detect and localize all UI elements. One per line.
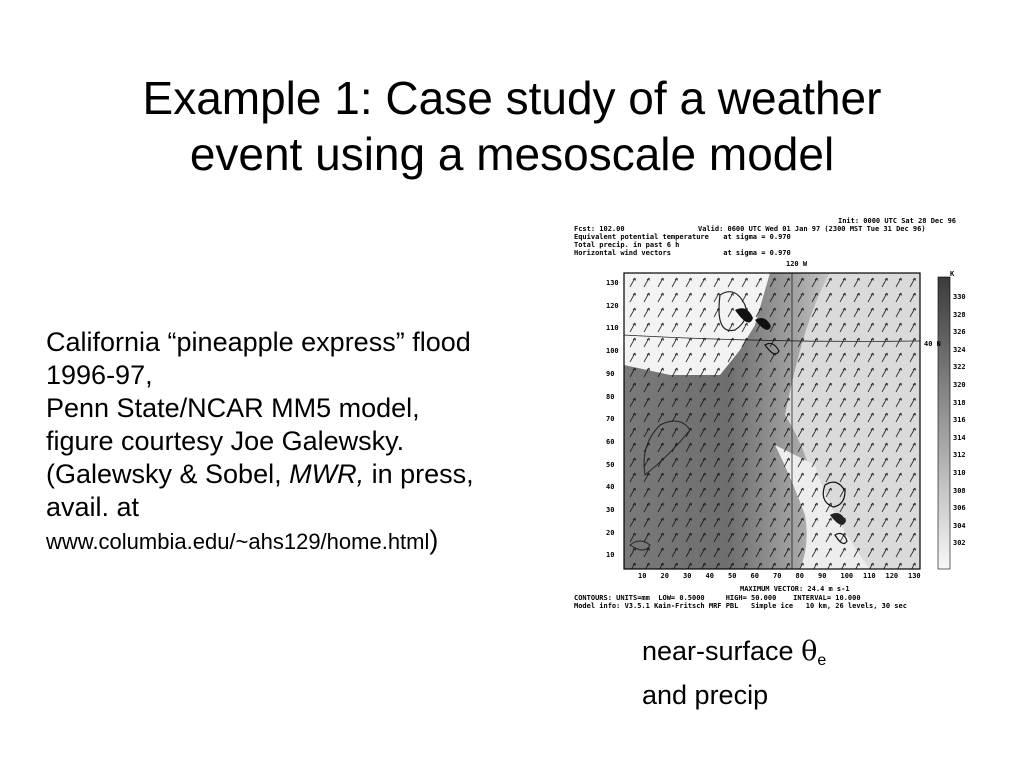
body-line-3: Penn State/NCAR MM5 model,: [46, 393, 420, 423]
tick-label: 80: [606, 392, 615, 401]
figure-header-mid: Valid: 0600 UTC Wed 01 Jan 97 (2300 MST Tue 31 Dec 96) at sigma = 0.970 at sigma = 0.970: [698, 225, 926, 257]
tick-label: 120: [885, 572, 899, 580]
latitude-label: 40 N: [924, 340, 941, 348]
tick-label: 120: [606, 301, 619, 310]
tick-label: 310: [953, 469, 966, 477]
title-line-1: Example 1: Case study of a weather: [142, 72, 882, 124]
tick-label: 100: [840, 572, 854, 580]
tick-label: 30: [683, 572, 692, 580]
colorbar-unit: K: [950, 270, 955, 278]
tick-label: 308: [953, 486, 966, 495]
model-map: [570, 215, 970, 610]
figure-header-right: Init: 0000 UTC Sat 28 Dec 96: [838, 217, 957, 225]
tick-label: 30: [606, 506, 615, 514]
figure-footer-model: Model info: V3.5.1 Kain-Fritsch MRF PBL Simple ice 10 km, 26 levels, 30 sec: [574, 602, 907, 610]
tick-label: 50: [606, 460, 615, 469]
tick-label: 110: [863, 572, 876, 580]
tick-label: 318: [953, 398, 966, 407]
tick-label: 70: [606, 415, 615, 424]
tick-label: 90: [818, 572, 827, 580]
title-line-2: event using a mesoscale model: [189, 128, 835, 180]
tick-label: 50: [728, 572, 737, 580]
tick-label: 90: [606, 369, 615, 378]
tick-label: 100: [606, 347, 619, 356]
body-line-1: California “pineapple express” flood: [46, 327, 471, 357]
figure-footer-vector: MAXIMUM VECTOR: 24.4 m s-1: [740, 585, 850, 593]
tick-label: 20: [660, 572, 669, 580]
closing-paren: ): [429, 525, 439, 555]
body-line-7: [46, 524, 606, 558]
tick-label: 328: [953, 310, 966, 319]
citation-status: in press,: [364, 459, 474, 489]
tick-label: 60: [606, 437, 615, 446]
tick-label: 10: [638, 572, 647, 580]
tick-label: 80: [795, 572, 804, 580]
tick-label: 302: [953, 539, 966, 548]
tick-label: 304: [953, 521, 966, 530]
slide-title: [60, 70, 964, 182]
tick-label: 10: [606, 551, 615, 560]
body-line-4: figure courtesy Joe Galewsky.: [46, 426, 405, 456]
caption-prefix: near-surface: [642, 636, 802, 666]
caption-line-1: [642, 634, 826, 678]
tick-label: 322: [953, 363, 966, 372]
body-line-5: [46, 458, 606, 491]
tick-label: 316: [953, 416, 966, 425]
tick-label: 130: [908, 572, 921, 580]
tick-label: 110: [606, 324, 619, 333]
tick-label: 330: [953, 293, 966, 301]
tick-label: 130: [606, 279, 619, 287]
tick-label: 324: [953, 345, 966, 354]
theta-symbol: θ: [801, 636, 818, 667]
tick-label: 312: [953, 451, 966, 460]
tick-label: 306: [953, 504, 966, 513]
tick-label: 326: [953, 328, 966, 337]
model-figure: [570, 215, 970, 610]
caption-line-2: and precip: [642, 680, 769, 710]
body-line-2: 1996-97,: [46, 360, 153, 390]
figure-caption: [642, 634, 826, 712]
longitude-label: 120 W: [786, 260, 808, 268]
theta-subscript: e: [817, 652, 827, 669]
citation-authors: (Galewsky & Sobel,: [46, 459, 290, 489]
tick-label: 320: [953, 381, 966, 389]
tick-label: 70: [773, 572, 782, 580]
tick-label: 314: [953, 433, 966, 442]
tick-label: 20: [606, 528, 615, 537]
tick-label: 60: [750, 572, 759, 580]
tick-label: 40: [606, 483, 615, 492]
journal-name: MWR,: [289, 459, 365, 489]
figure-footer-contours: CONTOURS: UNITS=mm LOW= 0.5000 HIGH= 50.000 INTERVAL= 10.000: [574, 594, 861, 602]
url-link[interactable]: www.columbia.edu/~ahs129/home.html: [46, 529, 430, 554]
figure-header-left: Fcst: 102.00 Equivalent potential temperature Total precip. in past 6 h Horizontal wind vectors: [574, 225, 709, 257]
body-text: [46, 326, 606, 558]
tick-label: 40: [705, 572, 714, 580]
body-line-6: avail. at: [46, 492, 140, 522]
